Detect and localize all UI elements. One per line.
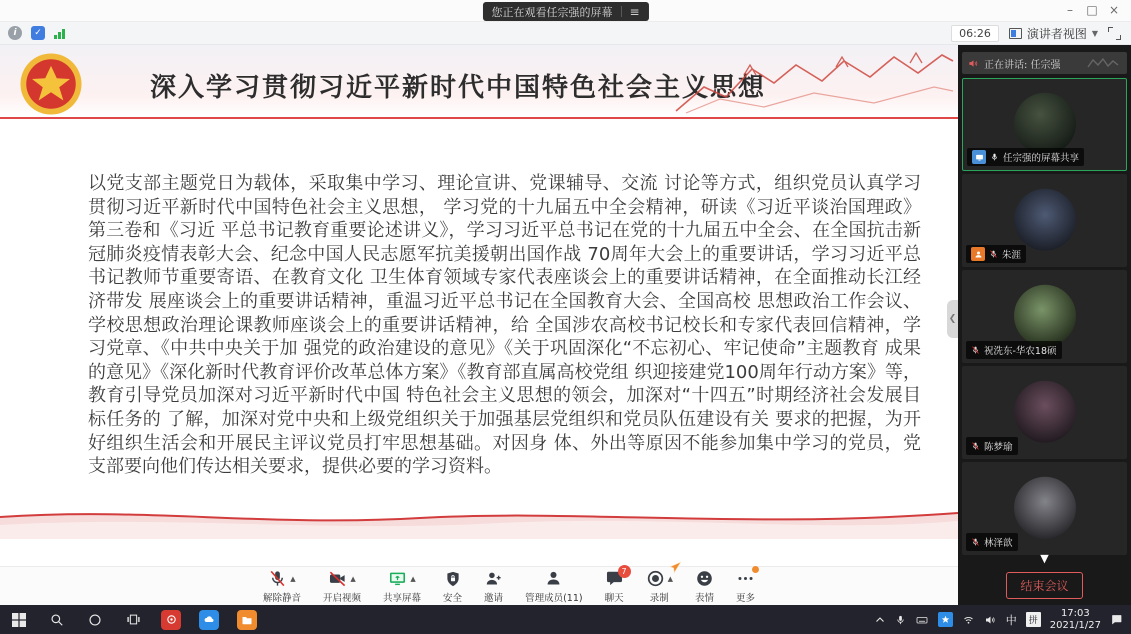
meeting-timer: 06:26 (951, 25, 999, 42)
mic-muted-icon (971, 441, 980, 451)
participant-label (967, 148, 1084, 166)
slide-title: 深入学习贯彻习近平新时代中国特色社会主义思想 (150, 73, 767, 103)
participant-label (966, 341, 1062, 359)
windows-taskbar (0, 605, 1131, 634)
end-meeting-button[interactable]: 结束会议 (1006, 572, 1082, 599)
banner-divider (620, 6, 621, 17)
share-screen-button[interactable]: ▲ 共享屏幕 (383, 569, 421, 604)
avatar (1014, 92, 1076, 154)
end-meeting-zone (958, 566, 1131, 605)
window-controls (1059, 0, 1125, 20)
minimize-button[interactable]: – (1067, 3, 1073, 17)
taskbar-search-button[interactable] (38, 605, 76, 634)
share-screen-icon (388, 569, 407, 588)
active-speaker-bar (962, 52, 1127, 74)
layout-icon (1009, 28, 1022, 39)
participant-tile-sharing[interactable] (962, 78, 1127, 171)
participant-name: 任宗强的屏幕共享 (1003, 153, 1080, 164)
participant-name: 朱涯 (1002, 250, 1022, 261)
mic-muted-icon (971, 537, 980, 547)
avatar (1014, 188, 1076, 250)
participant-name: 祝洗东-华农18硕 (984, 346, 1057, 357)
participant-label (966, 245, 1026, 263)
view-mode-button[interactable] (1009, 25, 1098, 42)
share-options-caret[interactable]: ▲ (410, 574, 416, 583)
mic-muted-icon (971, 345, 980, 355)
fullscreen-icon[interactable] (1108, 27, 1121, 40)
cortana-circle-icon (88, 613, 102, 627)
meeting-toolbar (0, 566, 958, 605)
slide-body-text: 以党支部主题党日为载体，采取集中学习、理论宣讲、党课辅导、交流 讨论等方式，组织党员认真学习贯彻习近平新时代中国特色社会主义思想， 学习党的十九届五中全会精神，研读《习近平谈治国理政》第三卷和《习近 平总书记教育重要论述讲义》，学习习近平总书记在党的十九届五中全会、在全国抗击新冠肺炎疫情表彰大会、纪念中国人民志愿军抗美援朝出国作战 70周年大会上的重要讲话，学习习近平总书记教师节重要寄语、在教育文化 卫生体育领域专家代表座谈会上的重要讲话精神，在全面推动长江经济带发 展座谈会上的重要讲话精神，重温习近平总书记在全国教育大会、全国高校 思想政治工作会议、学校思想政治理论课教师座谈会上的重要讲话精神，给 全国涉农高校书记校长和专家代表回信精神，学习党章、《中共中央关于加 强党的政治建设的意见》《关于巩固深化“不忘初心、牢记使命”主题教育 成果的意见》《深化新时代教育评价改革总体方案》《教育部直属高校党组 织迎接建党100周年行动方案》等，教育引导党员加深对习近平新时代中国 特色社会主义思想的领会，加深对“十四五”时期经济社会发展目标任务的 了解，加深对党中央和上级党组织关于加强基层党组织和党员队伍建设有关 要求的把握，为开好组织生活会和开展民主评议党员打牢思想基础。对因身 体、外出等原因不能参加集中学习的党员，党支部要向他们传达相关要求，提供必要的学习资料。 (88, 173, 921, 478)
host-badge-icon (971, 247, 985, 261)
more-button[interactable]: 更多 (736, 569, 755, 604)
tray-volume-icon[interactable] (984, 614, 997, 626)
taskbar-date: 2021/1/27 (1049, 619, 1101, 631)
smiley-icon (695, 569, 714, 588)
orange-app-icon (237, 610, 257, 630)
watching-screen-banner[interactable] (482, 2, 648, 21)
record-button[interactable]: ▲ 录制 (646, 569, 673, 604)
search-icon (50, 613, 64, 627)
party-emblem-icon (18, 51, 84, 117)
red-app-icon (161, 610, 181, 630)
tray-network-icon[interactable] (962, 614, 975, 626)
task-view-icon (126, 612, 141, 627)
avatar (1014, 476, 1076, 538)
security-button[interactable]: 安全 (443, 569, 462, 604)
close-button[interactable]: × (1108, 3, 1120, 17)
maximize-button[interactable]: □ (1086, 3, 1098, 17)
tray-mic-icon[interactable] (895, 614, 906, 626)
slide-footer-wave (0, 503, 958, 539)
mic-options-caret[interactable]: ▲ (290, 574, 296, 583)
screen-share-icon (972, 150, 986, 164)
tray-chevron-up-icon[interactable] (874, 614, 886, 626)
start-video-button[interactable]: ▲ 开启视频 (323, 569, 361, 604)
taskbar-clock[interactable] (1050, 608, 1101, 632)
meeting-status-bar (0, 22, 1131, 45)
tray-keyboard-icon[interactable] (915, 614, 929, 626)
remote-cursor-icon (669, 561, 683, 575)
cortana-button[interactable] (76, 605, 114, 634)
more-notification-dot (752, 566, 759, 573)
action-center-icon[interactable] (1110, 613, 1123, 626)
unmute-button[interactable]: ▲ 解除静音 (263, 569, 301, 604)
manage-members-button[interactable]: 管理成员(11) (525, 569, 583, 604)
participant-tile[interactable] (962, 462, 1127, 555)
participant-label (966, 437, 1018, 455)
mic-muted-icon (989, 249, 998, 259)
members-icon (544, 569, 563, 588)
watching-screen-text: 您正在观看任宗强的屏幕 (491, 5, 613, 19)
network-signal-icon (54, 27, 65, 39)
participants-scroll-down-icon[interactable]: ▼ (1040, 552, 1049, 565)
taskbar-app-blue[interactable] (190, 605, 228, 634)
participant-label (966, 533, 1018, 551)
chat-button[interactable]: 7 聊天 (605, 569, 624, 604)
participant-tile[interactable] (962, 270, 1127, 363)
participant-tile[interactable] (962, 366, 1127, 459)
taskbar-app-red[interactable] (152, 605, 190, 634)
record-icon (646, 569, 665, 588)
start-button[interactable] (0, 605, 38, 634)
reactions-button[interactable]: 表情 (695, 569, 714, 604)
tray-pc-manager-icon[interactable] (938, 612, 953, 627)
windows-logo-icon (12, 613, 26, 627)
chevron-down-icon: ▼ (1091, 28, 1098, 38)
video-options-caret[interactable]: ▲ (350, 574, 356, 583)
banner-menu-icon[interactable]: ≡ (629, 4, 640, 19)
mic-muted-icon (268, 569, 287, 588)
ime-mode-indicator[interactable]: 拼 (1026, 612, 1041, 627)
avatar (1014, 284, 1076, 346)
task-view-button[interactable] (114, 605, 152, 634)
taskbar-time: 17:03 (1060, 607, 1090, 619)
sidebar-collapse-handle[interactable]: ❮ (947, 300, 958, 338)
blue-app-icon (199, 610, 219, 630)
invite-button[interactable]: 邀请 (484, 569, 503, 604)
avatar (1014, 380, 1076, 442)
mic-icon (990, 152, 999, 162)
camera-muted-icon (328, 569, 347, 588)
participants-sidebar (958, 45, 1131, 566)
ime-language-indicator[interactable]: 中 (1005, 613, 1017, 627)
slide-header (0, 45, 958, 119)
participant-name: 林泽歆 (984, 538, 1013, 549)
active-speaker-label: 正在讲话: 任宗强 (984, 59, 1061, 71)
taskbar-app-orange[interactable] (228, 605, 266, 634)
great-wall-illustration (674, 47, 954, 117)
shield-lock-icon (444, 570, 462, 588)
meeting-security-shield-icon[interactable]: ✓ (31, 26, 45, 40)
invite-person-icon (484, 569, 503, 588)
view-mode-label: 演讲者视图 (1026, 26, 1087, 41)
chat-unread-badge: 7 (618, 565, 631, 578)
participant-tile[interactable] (962, 174, 1127, 267)
audio-waveform-icon (1087, 57, 1121, 69)
meeting-info-icon[interactable]: i (8, 26, 22, 40)
title-bar (0, 0, 1131, 22)
participant-name: 陈梦瑜 (984, 442, 1013, 453)
speaker-icon (968, 58, 979, 69)
record-options-caret[interactable]: ▲ (667, 574, 673, 583)
shared-screen-slide (0, 45, 958, 566)
